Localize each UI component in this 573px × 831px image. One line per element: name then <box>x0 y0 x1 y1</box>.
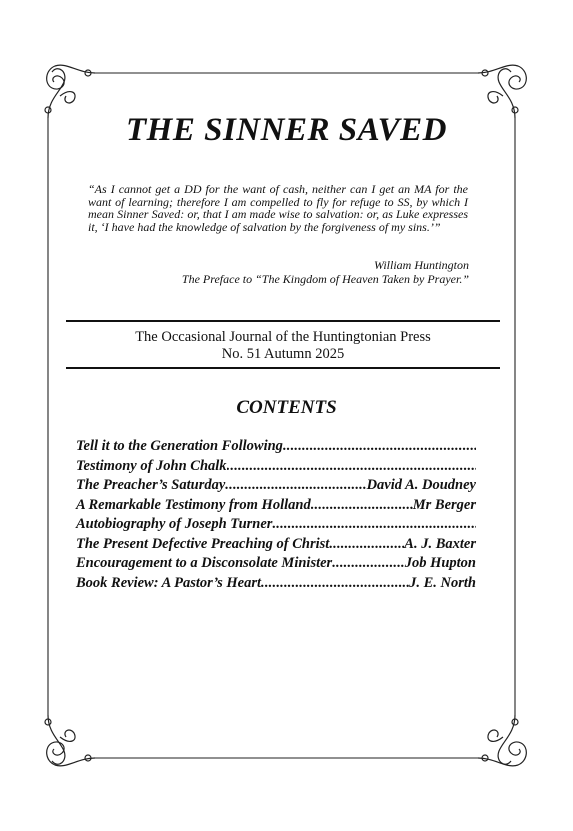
toc-item <box>76 536 476 556</box>
table-of-contents <box>76 438 476 594</box>
toc-item <box>76 497 476 517</box>
toc-item-author: Mr Berger <box>412 496 476 513</box>
toc-leader-dots <box>311 497 413 514</box>
toc-leader-dots <box>283 438 476 455</box>
toc-item-title: Autobiography of Joseph Turner <box>76 516 273 532</box>
toc-leader-dots <box>227 458 476 475</box>
toc-leader-dots <box>261 575 409 592</box>
contents-heading: CONTENTS <box>236 397 337 418</box>
toc-item-author: A. J. Baxter <box>404 535 476 552</box>
toc-item-title: The Preacher’s Saturday <box>76 477 226 493</box>
toc-item <box>76 477 476 497</box>
publication-subtitle: The Occasional Journal of the Huntingtonian Press <box>135 329 431 345</box>
flourish-top-left-icon <box>45 65 95 118</box>
journal-title: THE SINNER SAVED <box>126 112 447 148</box>
toc-item-title: Tell it to the Generation Following <box>76 438 283 454</box>
toc-item-title: The Present Defective Preaching of Christ <box>76 535 330 552</box>
toc-item-title: Encouragement to a Disconsolate Minister <box>76 555 333 571</box>
divider-bottom <box>66 367 500 369</box>
toc-leader-dots <box>332 555 404 572</box>
toc-leader-dots <box>225 477 366 494</box>
flourish-bottom-left-icon <box>45 715 95 766</box>
epigraph-quote: “As I cannot get a DD for the want of cash, neither can I get an MA for the want of learning; therefore I am compelled to fly for refuge to SS, by which I mean Sinner Saved: or, that I am made wise to salvation: or, as Luke expresses it, ‘I have had the knowledge of salvation by the forgiveness of my sins.’” <box>88 182 468 234</box>
toc-leader-dots <box>329 536 404 553</box>
toc-item-title: Book Review: A Pastor’s Heart <box>76 574 262 591</box>
toc-item <box>76 516 476 536</box>
toc-item <box>76 438 476 458</box>
issue-number: No. 51 Autumn 2025 <box>221 346 345 362</box>
toc-item-title: A Remarkable Testimony from Holland <box>76 496 311 513</box>
publication-info <box>66 329 500 363</box>
toc-item <box>76 555 476 575</box>
toc-item <box>76 575 476 595</box>
flourish-top-right-icon <box>478 65 526 118</box>
toc-leader-dots <box>272 516 476 533</box>
flourish-bottom-right-icon <box>478 715 526 766</box>
divider-top <box>66 320 500 322</box>
toc-item-author: J. E. North <box>409 574 476 591</box>
toc-item <box>76 458 476 478</box>
toc-item-author: Job Hupton <box>404 555 476 571</box>
epigraph-author: William Huntington <box>373 258 469 272</box>
epigraph-source: The Preface to “The Kingdom of Heaven Taken by Prayer.” <box>181 272 469 286</box>
toc-item-author: David A. Doudney <box>366 477 476 493</box>
toc-item-title: Testimony of John Chalk <box>76 457 227 474</box>
